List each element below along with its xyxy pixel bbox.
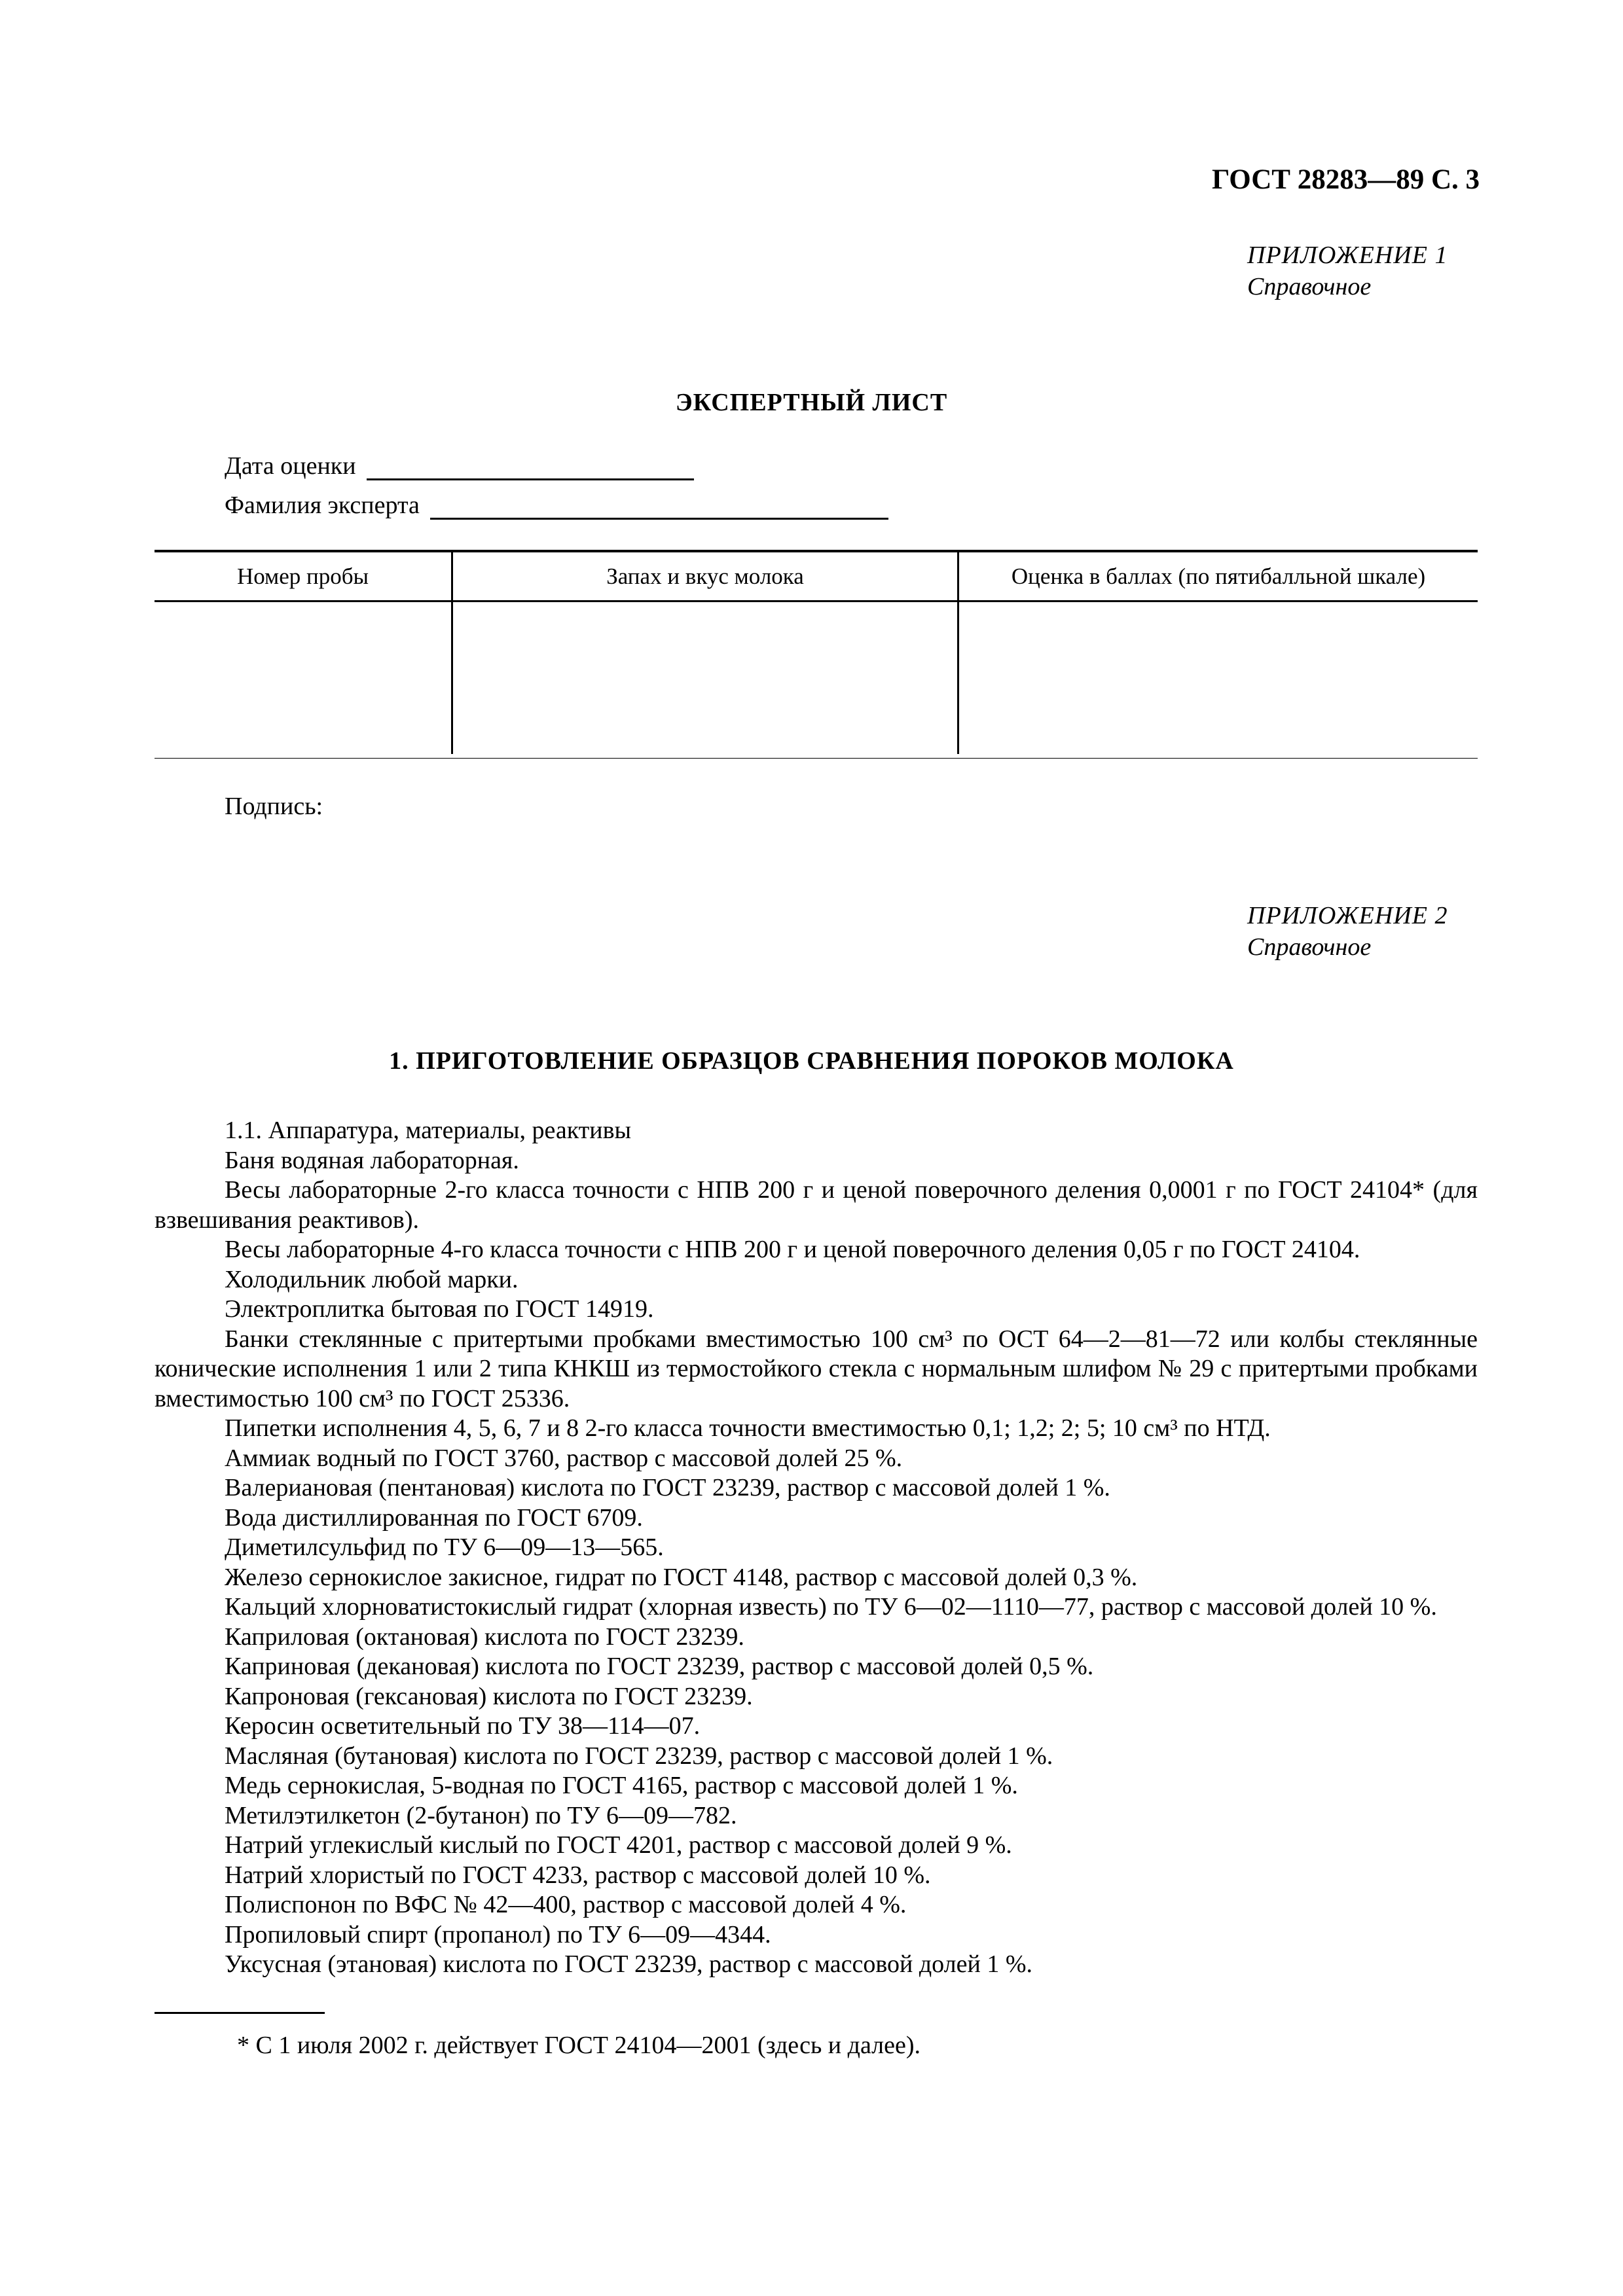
date-label: Дата оценки [225,452,356,480]
paragraph: Капроновая (гексановая) кислота по ГОСТ 23239. [225,1682,753,1710]
paragraph: Натрий хлористый по ГОСТ 4233, раствор с массовой долей 10 %. [225,1861,931,1889]
table-cell [957,602,1478,757]
date-blank-line [367,456,694,480]
signature-label: Подпись: [225,793,323,820]
footnote-separator [155,2012,325,2014]
expert-name-blank-line [430,495,888,520]
paragraph: Каприловая (октановая) кислота по ГОСТ 23239. [225,1623,744,1651]
paragraph: Каприновая (декановая) кислота по ГОСТ 23239, раствор с массовой долей 0,5 %. [225,1653,1094,1680]
paragraph: Метилэтилкетон (2-бутанон) по ТУ 6—09—782. [225,1801,737,1829]
paragraph: Уксусная (этановая) кислота по ГОСТ 23239, раствор с массовой долей 1 %. [225,1950,1032,1978]
table-header-row [155,552,1478,602]
paragraph: Пипетки исполнения 4, 5, 6, 7 и 8 2-го класса точности вместимостью 0,1; 1,2; 2; 5; 10 см³ по НТД. [225,1414,1271,1442]
paragraph: Кальций хлорноватистокислый гидрат (хлорная известь) по ТУ 6—02—1110—77, раствор с массовой долей 10 %. [225,1593,1437,1621]
paragraph: Аммиак водный по ГОСТ 3760, раствор с массовой долей 25 %. [225,1444,903,1472]
expert-name-label: Фамилия эксперта [225,492,420,519]
paragraph: Масляная (бутановая) кислота по ГОСТ 23239, раствор с массовой долей 1 %. [225,1742,1053,1770]
paragraph: Баня водяная лабораторная. [225,1146,519,1174]
table-body-row [155,602,1478,757]
section-body [155,1116,1478,1980]
paragraph: Валериановая (пентановая) кислота по ГОСТ 23239, раствор с массовой долей 1 %. [225,1474,1110,1501]
page-header: ГОСТ 28283—89 С. 3 [1211,164,1480,195]
paragraph: Медь сернокислая, 5-водная по ГОСТ 4165, раствор с массовой долей 1 %. [225,1772,1018,1799]
paragraph: Весы лабораторные 2-го класса точности с НПВ 200 г и ценой поверочного деления 0,0001 г по ГОСТ 24104* (для взвешивания реактивов). [155,1176,1478,1234]
paragraph: Электроплитка бытовая по ГОСТ 14919. [225,1295,654,1323]
appendix-1-type: Справочное [1247,273,1372,300]
table-cell [451,602,957,757]
column-header: Запах и вкус молока [451,552,957,600]
appendix-2-type: Справочное [1247,933,1372,961]
appendix-2-label [1247,900,1448,963]
paragraph: 1.1. Аппаратура, материалы, реактивы [225,1117,632,1144]
date-field [225,452,694,480]
paragraph: Натрий углекислый кислый по ГОСТ 4201, раствор с массовой долей 9 %. [225,1831,1012,1859]
paragraph: Банки стеклянные с притертыми пробками вместимостью 100 см³ по ОСТ 64—2—81—72 или колбы стеклянные конические исполнения 1 или 2 типа КНКШ из термостойкого стекла с нормальным шлифом № 29 с притертыми пробками вместимостью 100 см³ по ГОСТ 25336. [155,1325,1478,1412]
paragraph: Керосин осветительный по ТУ 38—114—07. [225,1712,701,1740]
appendix-2-title: ПРИЛОЖЕНИЕ 2 [1247,902,1448,929]
paragraph: Холодильник любой марки. [225,1265,519,1293]
section-title: 1. ПРИГОТОВЛЕНИЕ ОБРАЗЦОВ СРАВНЕНИЯ ПОРОКОВ МОЛОКА [389,1047,1234,1075]
expert-sheet-title: ЭКСПЕРТНЫЙ ЛИСТ [675,389,948,416]
expert-table [155,550,1478,759]
table-open-bottom [152,754,1481,758]
column-header: Номер пробы [236,563,369,589]
paragraph: Весы лабораторные 4-го класса точности с НПВ 200 г и ценой поверочного деления 0,05 г по ГОСТ 24104. [225,1236,1360,1263]
expert-name-field [225,491,888,520]
paragraph: Железо сернокислое закисное, гидрат по ГОСТ 4148, раствор с массовой долей 0,3 %. [225,1563,1138,1591]
appendix-1-title: ПРИЛОЖЕНИЕ 1 [1247,242,1448,269]
paragraph: Пропиловый спирт (пропанол) по ТУ 6—09—4344. [225,1920,771,1948]
paragraph: Диметилсульфид по ТУ 6—09—13—565. [225,1534,664,1561]
appendix-1-label [1247,240,1448,302]
footnote: * С 1 июля 2002 г. действует ГОСТ 24104—2001 (здесь и далее). [237,2032,921,2059]
paragraph: Вода дистиллированная по ГОСТ 6709. [225,1503,643,1532]
table-cell [155,602,451,757]
column-header: Оценка в баллах (по пятибалльной шкале) [957,552,1478,600]
paragraph: Полиспонон по ВФС № 42—400, раствор с массовой долей 4 %. [225,1891,907,1918]
